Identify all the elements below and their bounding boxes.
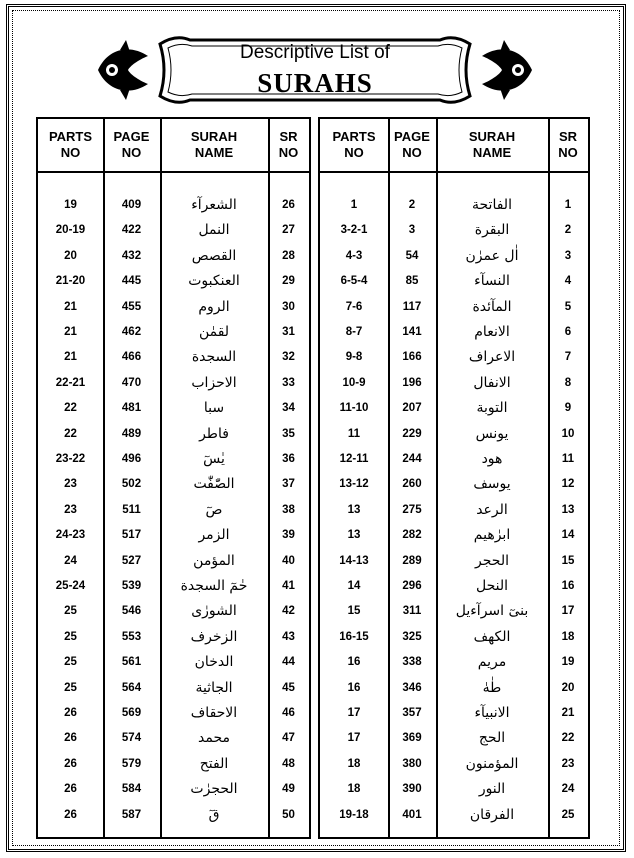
sr-no-cell: 19 xyxy=(561,656,575,669)
surah-name-cell: الرعد xyxy=(476,501,508,518)
page-no-cell: 229 xyxy=(402,427,422,440)
table-row xyxy=(38,193,309,218)
surah-name-cell: الحج xyxy=(478,730,506,747)
table-row xyxy=(38,803,309,828)
surah-name-cell: النسآء xyxy=(474,273,510,290)
surah-name-cell: التوبة xyxy=(476,400,508,417)
parts-no-cell: 21 xyxy=(64,351,77,364)
page-no-cell: 517 xyxy=(121,529,142,542)
page-no-cell: 553 xyxy=(121,630,142,643)
page-no-cell: 390 xyxy=(402,783,422,796)
table-row xyxy=(38,218,309,243)
table-row xyxy=(38,269,309,294)
surah-name-cell: النحل xyxy=(475,578,509,594)
surah-name-cell: فاطر xyxy=(199,425,229,442)
parts-no-cell: 20 xyxy=(64,249,77,262)
sr-no-cell: 40 xyxy=(282,554,295,567)
surah-name-cell: القصص xyxy=(191,247,237,264)
sr-no-cell: 34 xyxy=(282,402,295,415)
surah-name-cell: الشعرآء xyxy=(191,197,237,213)
page-no-cell: 496 xyxy=(121,453,142,465)
page-no-cell: 289 xyxy=(402,554,422,567)
parts-no-cell: 9-8 xyxy=(345,351,363,364)
parts-no-cell: 26 xyxy=(64,732,77,745)
parts-no-cell: 15 xyxy=(347,605,361,618)
page-no-cell: 584 xyxy=(121,783,142,796)
table-row xyxy=(38,320,309,345)
table-row xyxy=(38,371,309,396)
table-row xyxy=(320,676,588,701)
sr-no-cell: 39 xyxy=(282,529,295,542)
sr-no-cell: 46 xyxy=(282,707,295,719)
sr-no-cell: 49 xyxy=(282,783,295,796)
sr-no-cell: 47 xyxy=(282,732,295,745)
table-row xyxy=(38,447,309,472)
page-no-cell: 166 xyxy=(402,351,422,364)
sr-no-cell: 33 xyxy=(282,376,295,389)
parts-no-cell: 23-22 xyxy=(55,453,86,465)
header-surah-name: SURAH NAME xyxy=(468,129,516,160)
surah-name-cell: يونس xyxy=(475,425,509,442)
parts-no-cell: 20-19 xyxy=(55,224,86,237)
parts-no-cell: 16 xyxy=(347,656,361,669)
surah-name-cell: الاحزاب xyxy=(191,374,237,391)
surah-name-cell: الدخان xyxy=(194,654,234,671)
parts-no-cell: 24 xyxy=(64,554,77,567)
header-page-no: PAGE NO xyxy=(394,129,430,160)
parts-no-cell: 4-3 xyxy=(345,249,363,262)
page-no-cell: 569 xyxy=(121,707,142,719)
table-row xyxy=(320,244,588,269)
surah-name-cell: الروم xyxy=(198,298,230,315)
table-row xyxy=(320,549,588,574)
page-no-cell: 380 xyxy=(402,757,422,770)
sr-no-cell: 13 xyxy=(561,503,575,516)
header-parts-no: PARTS NO xyxy=(332,129,376,160)
parts-no-cell: 10-9 xyxy=(342,376,366,389)
table-row xyxy=(320,498,588,523)
table-row xyxy=(320,752,588,777)
sr-no-cell: 6 xyxy=(564,326,572,338)
table-row xyxy=(320,447,588,472)
parts-no-cell: 19 xyxy=(64,199,77,211)
surah-table-left xyxy=(36,117,311,839)
sr-no-cell: 4 xyxy=(564,275,572,288)
page-no-cell: 117 xyxy=(402,300,422,313)
parts-no-cell: 22 xyxy=(64,402,77,415)
sr-no-cell: 5 xyxy=(564,300,572,313)
page-no-cell: 196 xyxy=(402,376,422,389)
parts-no-cell: 26 xyxy=(64,707,77,719)
sr-no-cell: 31 xyxy=(282,326,295,338)
page-no-cell: 462 xyxy=(121,326,142,338)
sr-no-cell: 30 xyxy=(282,300,295,313)
sr-no-cell: 24 xyxy=(561,783,575,796)
sr-no-cell: 48 xyxy=(282,757,295,770)
parts-no-cell: 25-24 xyxy=(55,580,86,592)
page-no-cell: 445 xyxy=(121,275,142,288)
surah-name-cell: الزمر xyxy=(198,527,230,544)
page-no-cell: 207 xyxy=(402,402,422,415)
table-row xyxy=(38,676,309,701)
sr-no-cell: 1 xyxy=(564,199,572,211)
page-no-cell: 54 xyxy=(405,249,419,262)
table-row xyxy=(320,422,588,447)
page-no-cell: 311 xyxy=(402,605,422,618)
surah-name-cell: الكهف xyxy=(473,628,511,645)
surah-name-cell: قٓ xyxy=(208,806,220,823)
table-row xyxy=(320,193,588,218)
sr-no-cell: 41 xyxy=(282,580,295,592)
page-no-cell: 296 xyxy=(402,580,422,592)
parts-no-cell: 13-12 xyxy=(339,478,369,491)
parts-no-cell: 18 xyxy=(347,783,361,796)
table-row xyxy=(38,549,309,574)
parts-no-cell: 13 xyxy=(347,503,361,516)
page-no-cell: 481 xyxy=(121,402,142,415)
page-no-cell: 489 xyxy=(121,427,142,440)
sr-no-cell: 36 xyxy=(282,453,295,465)
table-row xyxy=(38,574,309,599)
page-no-cell: 574 xyxy=(121,732,142,745)
surah-name-cell: النمل xyxy=(198,222,230,239)
sr-no-cell: 12 xyxy=(561,478,575,491)
sr-no-cell: 25 xyxy=(561,808,575,821)
sr-no-cell: 3 xyxy=(564,249,572,262)
parts-no-cell: 26 xyxy=(64,783,77,796)
surah-table-right xyxy=(318,117,590,839)
parts-no-cell: 1 xyxy=(350,199,358,211)
sr-no-cell: 18 xyxy=(561,630,575,643)
parts-no-cell: 7-6 xyxy=(345,300,363,313)
parts-no-cell: 16 xyxy=(347,681,361,694)
surah-name-cell: العنكبوت xyxy=(188,273,240,290)
table-row xyxy=(38,422,309,447)
parts-no-cell: 26 xyxy=(64,808,77,821)
surah-name-cell: الشورٰى xyxy=(191,603,237,620)
parts-no-cell: 21 xyxy=(64,326,77,338)
surah-name-cell: طٰهٰ xyxy=(482,679,502,696)
sr-no-cell: 23 xyxy=(561,757,575,770)
page-no-cell: 244 xyxy=(402,453,422,465)
parts-no-cell: 3-2-1 xyxy=(340,224,368,237)
table-row xyxy=(320,599,588,624)
sr-no-cell: 20 xyxy=(561,681,575,694)
surah-name-cell: الفاتحة xyxy=(472,197,512,213)
table-row xyxy=(38,752,309,777)
sr-no-cell: 2 xyxy=(564,224,572,237)
parts-no-cell: 14-13 xyxy=(339,554,369,567)
surah-name-cell: يوسف xyxy=(473,476,511,493)
page-no-cell: 546 xyxy=(121,605,142,618)
table-row xyxy=(38,523,309,548)
table-row xyxy=(38,472,309,497)
page-no-cell: 141 xyxy=(402,326,422,338)
parts-no-cell: 25 xyxy=(64,605,77,618)
page-no-cell: 466 xyxy=(121,351,142,364)
surah-name-cell: الزخرف xyxy=(190,628,238,645)
page-no-cell: 422 xyxy=(121,224,142,237)
parts-no-cell: 17 xyxy=(347,707,361,719)
parts-no-cell: 25 xyxy=(64,681,77,694)
sr-no-cell: 10 xyxy=(561,427,575,440)
header-divider xyxy=(320,171,588,173)
sr-no-cell: 7 xyxy=(564,351,572,364)
parts-no-cell: 13 xyxy=(347,529,361,542)
parts-no-cell: 16-15 xyxy=(339,630,369,643)
sr-no-cell: 35 xyxy=(282,427,295,440)
sr-no-cell: 16 xyxy=(561,580,575,592)
sr-no-cell: 44 xyxy=(282,656,295,669)
parts-no-cell: 25 xyxy=(64,656,77,669)
surah-name-cell: الاحقاف xyxy=(190,705,238,721)
page-no-cell: 369 xyxy=(402,732,422,745)
table-row xyxy=(320,320,588,345)
sr-no-cell: 27 xyxy=(282,224,295,237)
surah-name-cell: الفتح xyxy=(199,755,229,772)
page-no-cell: 260 xyxy=(402,478,422,491)
parts-no-cell: 21 xyxy=(64,300,77,313)
table-row xyxy=(38,498,309,523)
parts-no-cell: 23 xyxy=(64,478,77,491)
parts-no-cell: 8-7 xyxy=(345,326,363,338)
surah-name-cell: بنىٓ اسرآءيل xyxy=(455,603,529,620)
surah-name-cell: هود xyxy=(481,451,503,467)
parts-no-cell: 22-21 xyxy=(55,376,86,389)
table-row xyxy=(320,396,588,421)
title-line-2: SURAHS xyxy=(257,68,373,98)
page-no-cell: 338 xyxy=(402,656,422,669)
page-no-cell: 432 xyxy=(121,249,142,262)
parts-no-cell: 11-10 xyxy=(339,402,369,415)
page-no-cell: 470 xyxy=(121,376,142,389)
table-row xyxy=(38,726,309,751)
page-no-cell: 455 xyxy=(121,300,142,313)
page-no-cell: 325 xyxy=(402,630,422,643)
parts-no-cell: 14 xyxy=(347,580,361,592)
sr-no-cell: 42 xyxy=(282,605,295,618)
parts-no-cell: 6-5-4 xyxy=(340,275,368,288)
page-no-cell: 3 xyxy=(408,224,416,237)
table-row xyxy=(320,574,588,599)
surah-name-cell: محمد xyxy=(198,730,230,747)
surah-name-cell: مريم xyxy=(477,654,507,671)
page-no-cell: 357 xyxy=(402,707,422,719)
sr-no-cell: 14 xyxy=(561,529,575,542)
page-no-cell: 401 xyxy=(402,808,422,821)
table-row xyxy=(320,269,588,294)
table-row xyxy=(320,295,588,320)
surah-name-cell: لقمٰن xyxy=(198,324,230,340)
parts-no-cell: 22 xyxy=(64,427,77,440)
surah-name-cell: الحجر xyxy=(475,552,509,569)
sr-no-cell: 50 xyxy=(282,808,295,821)
table-row xyxy=(38,345,309,370)
sr-no-cell: 8 xyxy=(564,376,572,389)
table-row xyxy=(38,701,309,726)
table-row xyxy=(38,295,309,320)
page-no-cell: 275 xyxy=(402,503,422,516)
sr-no-cell: 29 xyxy=(282,275,295,288)
surah-name-cell: الانبيآء xyxy=(474,705,510,721)
surah-name-cell: الانعام xyxy=(474,324,510,340)
table-row xyxy=(320,472,588,497)
surah-name-cell: حٰمٓ السجدة xyxy=(180,578,248,594)
header-parts-no: PARTS NO xyxy=(48,129,93,160)
header-page-no: PAGE NO xyxy=(113,129,150,160)
table-row xyxy=(38,777,309,802)
table-row xyxy=(320,371,588,396)
page-no-cell: 539 xyxy=(121,580,142,592)
table-row xyxy=(320,625,588,650)
page-no-cell: 409 xyxy=(121,199,142,211)
table-row xyxy=(320,726,588,751)
surah-name-cell: الصّٰفّٰت xyxy=(193,476,235,493)
surah-name-cell: السجدة xyxy=(191,349,237,366)
sr-no-cell: 17 xyxy=(561,605,575,618)
page-no-cell: 346 xyxy=(402,681,422,694)
surah-name-cell: الانفال xyxy=(473,374,511,391)
parts-no-cell: 26 xyxy=(64,757,77,770)
sr-no-cell: 37 xyxy=(282,478,295,491)
title-banner xyxy=(90,30,540,110)
surah-name-cell: الحجرٰت xyxy=(190,781,238,798)
parts-no-cell: 17 xyxy=(347,732,361,745)
table-row xyxy=(38,625,309,650)
page-no-cell: 282 xyxy=(402,529,422,542)
surah-name-cell: الفرقان xyxy=(469,806,515,823)
parts-no-cell: 21-20 xyxy=(55,275,86,288)
parts-no-cell: 18 xyxy=(347,757,361,770)
surah-name-cell: صٓ xyxy=(205,501,223,518)
parts-no-cell: 12-11 xyxy=(339,453,369,465)
page-no-cell: 502 xyxy=(121,478,142,491)
parts-no-cell: 19-18 xyxy=(339,808,369,821)
sr-no-cell: 9 xyxy=(564,402,572,415)
sr-no-cell: 22 xyxy=(561,732,575,745)
page-no-cell: 2 xyxy=(408,199,416,211)
page-no-cell: 587 xyxy=(121,808,142,821)
header-divider xyxy=(38,171,309,173)
table-row xyxy=(320,523,588,548)
parts-no-cell: 11 xyxy=(347,427,361,440)
surah-name-cell: المآئدة xyxy=(472,298,512,315)
parts-no-cell: 25 xyxy=(64,630,77,643)
table-row xyxy=(320,218,588,243)
page-no-cell: 579 xyxy=(121,757,142,770)
parts-no-cell: 23 xyxy=(64,503,77,516)
sr-no-cell: 43 xyxy=(282,630,295,643)
surah-name-cell: البقرة xyxy=(474,222,510,239)
surah-name-cell: ابرٰهيم xyxy=(473,527,511,544)
sr-no-cell: 45 xyxy=(282,681,295,694)
surah-name-cell: الاعراف xyxy=(468,349,516,366)
sr-no-cell: 26 xyxy=(282,199,295,211)
sr-no-cell: 21 xyxy=(561,707,575,719)
sr-no-cell: 32 xyxy=(282,351,295,364)
page-no-cell: 564 xyxy=(121,681,142,694)
table-row xyxy=(320,650,588,675)
table-row xyxy=(38,396,309,421)
page-no-cell: 85 xyxy=(405,275,419,288)
parts-no-cell: 24-23 xyxy=(55,529,86,542)
sr-no-cell: 15 xyxy=(561,554,575,567)
sr-no-cell: 11 xyxy=(561,453,575,465)
page-no-cell: 527 xyxy=(121,554,142,567)
table-row xyxy=(320,803,588,828)
sr-no-cell: 38 xyxy=(282,503,295,516)
table-row xyxy=(320,701,588,726)
surah-name-cell: اٰل عمرٰن xyxy=(465,247,519,264)
header-sr-no: SR NO xyxy=(558,129,578,160)
surah-name-cell: المؤمنون xyxy=(465,755,519,772)
table-row xyxy=(320,777,588,802)
table-row xyxy=(38,599,309,624)
table-row xyxy=(38,244,309,269)
surah-name-cell: المؤمن xyxy=(193,552,235,569)
page-no-cell: 561 xyxy=(121,656,142,669)
surah-name-cell: النور xyxy=(478,781,506,798)
sr-no-cell: 28 xyxy=(282,249,295,262)
page-no-cell: 511 xyxy=(122,503,141,516)
surah-name-cell: يٰسٓ xyxy=(203,451,225,467)
surah-name-cell: الجاثية xyxy=(195,679,233,696)
title-line-1: Descriptive List of xyxy=(240,42,390,63)
surah-name-cell: سبا xyxy=(203,400,225,417)
header-surah-name: SURAH NAME xyxy=(190,129,238,160)
header-sr-no: SR NO xyxy=(278,129,299,160)
table-row xyxy=(38,650,309,675)
table-row xyxy=(320,345,588,370)
